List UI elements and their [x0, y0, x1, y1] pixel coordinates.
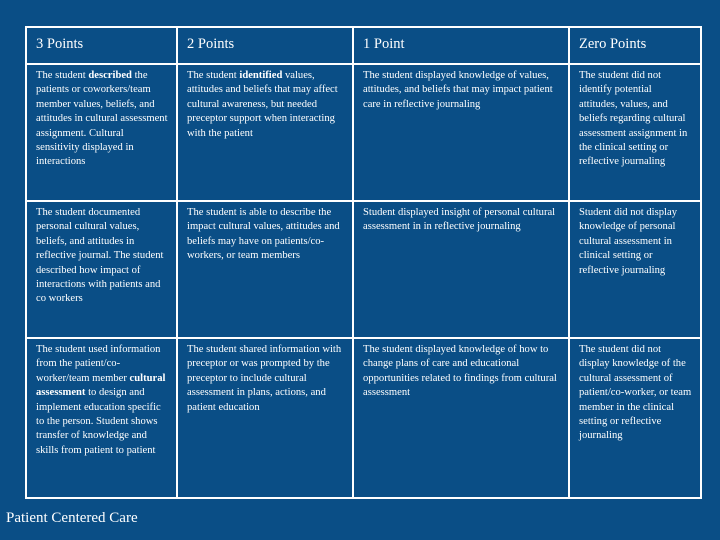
header-row [26, 27, 701, 64]
header-3-points: 3 Points [26, 27, 177, 64]
cell-bold-text: identified [239, 70, 283, 81]
cell-r2-2pts [177, 201, 353, 338]
cell-text: The student documented personal cultural values, beliefs, and attitudes in reflective journal. The student described how impact of interactions with patients and co workers [36, 207, 164, 305]
cell-text: The student did not identify potential attitudes, values, and beliefs regarding cultural assessment assignment in the clinical setting or reflective journaling [579, 70, 688, 168]
cell-bold-text: described [88, 70, 132, 81]
cell-text: the patients or coworkers/team member values, beliefs, and attitudes in cultural assessment assignment. Cultural sensitivity displayed in interactions [36, 70, 168, 168]
cell-r3-1pt [353, 338, 569, 498]
cell-bold-text: cultural assessment [36, 372, 166, 399]
cell-text: The student [187, 70, 240, 81]
cell-r2-0pts [569, 201, 701, 338]
rubric-row-3 [26, 338, 701, 498]
cell-text: The student did not display knowledge of the cultural assessment of patient/co-worker, or team member in the clinical setting or reflective journaling [579, 344, 692, 442]
cell-text: The student is able to describe the impact cultural values, attitudes and beliefs may have on patients/co-workers, or team members [187, 207, 340, 262]
header-zero-points: Zero Points [569, 27, 701, 64]
rubric-table [25, 26, 702, 499]
cell-text: to design and implement education specific to the person. Student shows transfer of knowledge and skills from patient to patient [36, 387, 161, 456]
cell-r3-3pts [26, 338, 177, 498]
cell-r1-0pts [569, 64, 701, 201]
footer-title: Patient Centered Care [6, 510, 138, 526]
cell-r3-0pts [569, 338, 701, 498]
cell-text: Student did not display knowledge of personal cultural assessment in clinical setting or reflective journaling [579, 207, 677, 276]
cell-text: The student [36, 70, 89, 81]
rubric-row-2 [26, 201, 701, 338]
rubric-row-1 [26, 64, 701, 201]
cell-r3-2pts [177, 338, 353, 498]
cell-r2-3pts [26, 201, 177, 338]
cell-r2-1pt [353, 201, 569, 338]
cell-r1-2pts [177, 64, 353, 201]
header-2-points: 2 Points [177, 27, 353, 64]
cell-r1-3pts [26, 64, 177, 201]
cell-text: Student displayed insight of personal cultural assessment in in reflective journaling [363, 207, 556, 233]
cell-text: The student displayed knowledge of values, attitudes, and beliefs that may impact patient care in reflective journaling [363, 70, 553, 110]
cell-text: The student displayed knowledge of how to change plans of care and educational opportunities related to findings from cultural assessment [363, 344, 557, 399]
cell-text: values, attitudes and beliefs that may affect cultural awareness, but needed preceptor support when interacting with the patient [187, 70, 338, 139]
cell-r1-1pt [353, 64, 569, 201]
cell-text: The student used information from the patient/co-worker/team member [36, 344, 161, 384]
cell-text: The student shared information with preceptor or was prompted by the preceptor to include cultural assessment in plans, actions, and patient education [187, 344, 342, 413]
header-1-point: 1 Point [353, 27, 569, 64]
